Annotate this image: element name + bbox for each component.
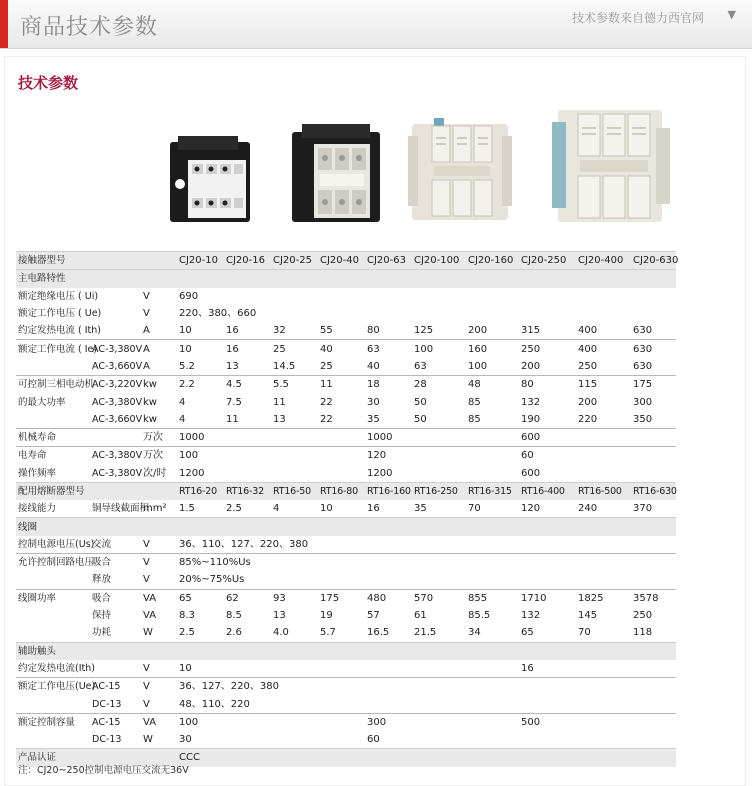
spec-row: [16, 695, 676, 713]
spec-value-cell: 61: [414, 610, 427, 622]
spec-value-cell: 2.5: [179, 627, 195, 639]
spec-row-label: [16, 571, 90, 589]
spec-row-condition: [90, 252, 141, 270]
spec-row-unit: V: [141, 678, 177, 696]
spec-row-label: 的最大功率: [18, 396, 66, 408]
spec-row-label: 电寿命: [16, 447, 90, 465]
spec-value-cell: 4: [179, 396, 186, 408]
spec-row: [16, 589, 676, 607]
spec-row-condition: 吸合: [90, 554, 141, 572]
spec-value-cell: 25: [271, 340, 318, 358]
spec-row-condition: 吸合: [90, 589, 141, 607]
spec-row-label: [16, 624, 90, 642]
spec-row: [16, 624, 676, 642]
spec-row-label: [16, 731, 90, 749]
spec-value-cell: 100: [412, 340, 466, 358]
spec-row: [16, 270, 676, 288]
spec-row-label: 操作频率: [18, 467, 57, 479]
spec-row-unit: V: [143, 698, 150, 710]
spec-value-cell: RT16-20: [177, 482, 224, 500]
spec-value-cell: 16.5: [367, 627, 390, 639]
spec-row: [16, 340, 676, 358]
spec-value-cell: 8.5: [226, 610, 242, 622]
spec-value-cell: 62: [224, 589, 271, 607]
spec-row: [16, 660, 676, 678]
spec-row-label: [16, 411, 90, 429]
model-header-cell: CJ20-250: [519, 252, 576, 270]
spec-value-cell: 200: [521, 360, 541, 372]
model-header-cell: CJ20-63: [365, 252, 412, 270]
spec-row-label: 额定工作电压 ( Ue): [18, 308, 102, 320]
model-header-cell: CJ20-400: [576, 252, 631, 270]
spec-row-condition: AC-3,380V: [90, 340, 141, 358]
spec-row: [16, 713, 676, 731]
spec-section-label: 线圈: [16, 518, 676, 536]
spec-value-cell: RT16-315: [466, 482, 519, 500]
spec-value-cell: 2.2: [177, 376, 224, 394]
spec-value-cell: 7.5: [226, 396, 242, 408]
spec-value-cell: 16: [226, 325, 239, 337]
spec-row-label: 配用熔断器型号: [16, 482, 90, 500]
spec-row-label: 接触器型号: [16, 252, 90, 270]
spec-value-cell: 28: [412, 376, 466, 394]
spec-row-label: 线圈功率: [16, 589, 90, 607]
spec-value-cell: 80: [519, 376, 576, 394]
spec-section-label: 辅助触头: [16, 642, 676, 660]
spec-value-cell: CCC: [177, 749, 676, 767]
spec-row-condition: [90, 428, 141, 446]
spec-value-cell: 200: [578, 396, 598, 408]
spec-value-cell: 70: [468, 503, 481, 515]
spec-row: [16, 642, 676, 660]
spec-row-label: 额定绝缘电压 ( Ui): [18, 290, 99, 302]
spec-value-cell: 10: [179, 662, 192, 674]
spec-value-cell: 48、110、220: [179, 698, 250, 710]
spec-value-cell: 1710: [519, 589, 576, 607]
spec-value-cell: 1.5: [179, 503, 195, 515]
spec-row-label: 机械寿命: [16, 428, 90, 446]
spec-value-cell: 10: [179, 325, 192, 337]
spec-value-cell: 190: [521, 413, 541, 425]
spec-value-cell: [365, 678, 676, 696]
spec-value-cell: 22: [320, 396, 333, 408]
spec-row-condition: 释放: [92, 574, 112, 586]
spec-value-cell: 11: [226, 413, 239, 425]
spec-row-label: [16, 607, 90, 624]
spec-row-unit: V: [143, 538, 150, 550]
spec-value-cell: 85.5: [468, 610, 491, 622]
spec-row-unit: A: [141, 340, 177, 358]
spec-value-cell: 13: [226, 360, 239, 372]
spec-value-cell: 100: [177, 447, 365, 465]
spec-row: [16, 554, 676, 572]
model-header-cell: CJ20-630: [631, 252, 676, 270]
spec-value-cell: 400: [578, 325, 598, 337]
spec-value-cell: 22: [320, 413, 333, 425]
spec-row: [16, 518, 676, 536]
spec-row: [16, 500, 676, 518]
spec-value-cell: 250: [633, 610, 653, 622]
spec-value-cell: 120: [365, 447, 519, 465]
spec-value-cell: 220: [578, 413, 598, 425]
spec-value-cell: 1000: [177, 428, 365, 446]
spec-row-condition: AC-3,380V: [92, 467, 143, 479]
spec-row: [16, 678, 676, 696]
spec-value-cell: 250: [578, 360, 598, 372]
spec-value-cell: 63: [365, 340, 412, 358]
spec-value-cell: 600: [519, 428, 676, 446]
product-image-cj20-xlarge: [552, 104, 674, 226]
spec-value-cell: 4.0: [273, 627, 289, 639]
spec-value-cell: 2.6: [226, 627, 242, 639]
spec-value-cell: [519, 731, 676, 749]
spec-row-condition: AC-3,660V: [92, 360, 143, 372]
spec-value-cell: [365, 571, 676, 589]
spec-row-condition: AC-3,380V: [90, 447, 141, 465]
spec-row-condition: AC-3,220V: [90, 376, 141, 394]
spec-value-cell: 1200: [367, 467, 393, 479]
spec-value-cell: 50: [414, 413, 427, 425]
spec-value-cell: 500: [519, 713, 676, 731]
spec-value-cell: RT16-32: [224, 482, 271, 500]
spec-value-cell: 315: [521, 325, 541, 337]
spec-value-cell: 10: [320, 503, 333, 515]
footnote: 注：CJ20~250控制电源电压交流无36V: [18, 765, 189, 776]
spec-row-label: [16, 695, 90, 713]
spec-value-cell: 400: [576, 340, 631, 358]
product-image-cj20-small: [168, 134, 254, 226]
spec-value-cell: 11: [318, 376, 365, 394]
spec-value-cell: 34: [468, 627, 481, 639]
spec-value-cell: 250: [519, 340, 576, 358]
spec-value-cell: 55: [320, 325, 333, 337]
spec-table: [16, 251, 679, 767]
spec-row-unit: [141, 482, 177, 500]
spec-row: [16, 393, 676, 410]
header-source-text: 技术参数来自德力西官网: [571, 11, 704, 25]
spec-value-cell: 145: [578, 610, 598, 622]
spec-value-cell: 600: [521, 467, 541, 479]
spec-value-cell: 3578: [631, 589, 676, 607]
spec-row-label: [16, 358, 90, 376]
spec-value-cell: 40: [367, 360, 380, 372]
spec-value-cell: 5.2: [179, 360, 195, 372]
spec-value-cell: 21.5: [414, 627, 437, 639]
spec-value-cell: RT16-500: [576, 482, 631, 500]
spec-value-cell: 30: [179, 734, 192, 746]
spec-value-cell: 690: [179, 290, 199, 302]
spec-value-cell: 65: [177, 589, 224, 607]
spec-row-unit: mm²: [143, 503, 167, 515]
spec-row-unit: A: [143, 360, 150, 372]
spec-row: [16, 288, 676, 305]
spec-row-condition: 保持: [92, 610, 112, 622]
model-header-cell: CJ20-10: [177, 252, 224, 270]
spec-row: [16, 571, 676, 589]
spec-row: [16, 465, 676, 483]
spec-row: [16, 411, 676, 429]
spec-value-cell: 480: [365, 589, 412, 607]
section-title: 技术参数: [18, 74, 79, 92]
spec-row-condition: 功耗: [92, 627, 112, 639]
spec-value-cell: 132: [521, 396, 541, 408]
spec-value-cell: 30: [367, 396, 380, 408]
spec-row: [16, 358, 676, 376]
spec-value-cell: 350: [633, 413, 653, 425]
spec-row-condition: DC-13: [92, 734, 122, 746]
spec-value-cell: [365, 554, 676, 572]
header-accent-bar: [0, 0, 8, 48]
spec-row: [16, 482, 676, 500]
spec-value-cell: 300: [365, 713, 519, 731]
spec-value-cell: 160: [466, 340, 519, 358]
spec-row-unit: A: [143, 325, 150, 337]
spec-row: [16, 536, 676, 554]
spec-value-cell: 11: [273, 396, 286, 408]
spec-row-unit: W: [143, 734, 153, 746]
spec-value-cell: 5.7: [320, 627, 336, 639]
spec-value-cell: 48: [466, 376, 519, 394]
spec-value-cell: 16: [224, 340, 271, 358]
spec-value-cell: 4: [179, 413, 186, 425]
spec-value-cell: RT16-160: [365, 482, 412, 500]
header-title: 商品技术参数: [20, 15, 159, 40]
model-header-cell: CJ20-25: [271, 252, 318, 270]
spec-value-cell: 370: [633, 503, 653, 515]
spec-row-condition: AC-15: [90, 678, 141, 696]
spec-row-unit: VA: [141, 713, 177, 731]
spec-row-condition: AC-3,380V: [92, 396, 143, 408]
spec-value-cell: 16: [367, 503, 380, 515]
spec-row: [16, 252, 676, 270]
spec-row-label: 额定工作电流 ( Ie): [16, 340, 90, 358]
spec-value-cell: 50: [414, 396, 427, 408]
spec-value-cell: 4.5: [224, 376, 271, 394]
spec-value-cell: 13: [273, 413, 286, 425]
spec-row-label: 控制电源电压(Us): [18, 538, 95, 550]
spec-value-cell: 13: [273, 610, 286, 622]
spec-value-cell: 200: [468, 325, 488, 337]
spec-row-unit: 次/时: [143, 467, 167, 479]
spec-value-cell: 93: [271, 589, 318, 607]
spec-row-label: 约定发热电流 ( Ith): [18, 325, 101, 337]
spec-row-unit: 万次: [141, 447, 177, 465]
spec-value-cell: 630: [633, 360, 653, 372]
spec-row-label: 额定控制容量: [16, 713, 90, 731]
spec-value-cell: 570: [412, 589, 466, 607]
spec-value-cell: 35: [414, 503, 427, 515]
spec-row-unit: kw: [141, 376, 177, 394]
spec-value-cell: 132: [521, 610, 541, 622]
spec-row-unit: V: [143, 290, 150, 302]
spec-value-cell: 20%~75%Us: [179, 574, 245, 586]
spec-row-condition: 交流: [92, 538, 112, 550]
spec-row-unit: W: [143, 627, 153, 639]
spec-row-condition: [90, 660, 141, 678]
spec-value-cell: 85: [468, 413, 481, 425]
spec-value-cell: 175: [318, 589, 365, 607]
spec-row-unit: [141, 252, 177, 270]
spec-row-unit: 万次: [141, 428, 177, 446]
product-image-cj20-medium: [290, 122, 386, 226]
spec-row-condition: DC-13: [92, 698, 122, 710]
spec-row-unit: V: [143, 662, 150, 674]
spec-value-cell: 5.5: [271, 376, 318, 394]
spec-row: [16, 322, 676, 340]
spec-row-condition: AC-3,660V: [92, 413, 143, 425]
spec-value-cell: 8.3: [179, 610, 195, 622]
spec-value-cell: 1000: [365, 428, 519, 446]
spec-value-cell: 18: [365, 376, 412, 394]
spec-row-unit: VA: [141, 589, 177, 607]
spec-value-cell: 118: [633, 627, 653, 639]
spec-value-cell: 25: [320, 360, 333, 372]
model-header-cell: CJ20-160: [466, 252, 519, 270]
spec-row-unit: kw: [143, 396, 157, 408]
spec-row-label: 约定发热电流(Ith): [18, 662, 95, 674]
spec-value-cell: 80: [367, 325, 380, 337]
spec-value-cell: 630: [633, 325, 653, 337]
spec-value-cell: 32: [273, 325, 286, 337]
spec-value-cell: RT16-630: [631, 482, 676, 500]
spec-value-cell: RT16-50: [271, 482, 318, 500]
spec-value-cell: 220、380、660: [179, 308, 257, 320]
collapse-arrow-icon[interactable]: ▼: [727, 8, 736, 21]
spec-section-label: 主电路特性: [16, 270, 676, 288]
spec-value-cell: 300: [633, 396, 653, 408]
page-header: [0, 0, 752, 49]
spec-value-cell: [365, 536, 676, 554]
model-header-cell: CJ20-16: [224, 252, 271, 270]
spec-value-cell: 36、127、220、380: [177, 678, 365, 696]
spec-value-cell: 85: [468, 396, 481, 408]
spec-row-label: 允许控制回路电压: [16, 554, 90, 572]
spec-value-cell: 60: [519, 447, 676, 465]
spec-row-condition: [90, 482, 141, 500]
spec-value-cell: 1825: [576, 589, 631, 607]
spec-value-cell: RT16-80: [318, 482, 365, 500]
spec-value-cell: RT16-400: [519, 482, 576, 500]
spec-value-cell: 115: [576, 376, 631, 394]
spec-value-cell: 175: [631, 376, 676, 394]
spec-value-cell: 855: [466, 589, 519, 607]
spec-value-cell: [365, 305, 676, 322]
spec-value-cell: [224, 288, 676, 305]
spec-value-cell: 65: [521, 627, 534, 639]
spec-value-cell: 14.5: [273, 360, 296, 372]
spec-row-unit: V: [143, 574, 150, 586]
spec-row: [16, 607, 676, 624]
spec-value-cell: [365, 695, 676, 713]
spec-row: [16, 376, 676, 394]
spec-value-cell: 100: [177, 713, 365, 731]
spec-value-cell: 16: [521, 662, 534, 674]
spec-row-label: 额定工作电压(Ue): [16, 678, 90, 696]
spec-value-cell: 10: [177, 340, 224, 358]
spec-value-cell: 19: [320, 610, 333, 622]
model-header-cell: CJ20-100: [412, 252, 466, 270]
spec-value-cell: 630: [631, 340, 676, 358]
spec-value-cell: 85%~110%Us: [177, 554, 365, 572]
spec-value-cell: 36、110、127、220、380: [179, 538, 309, 550]
spec-value-cell: 240: [578, 503, 598, 515]
spec-value-cell: 40: [318, 340, 365, 358]
spec-value-cell: RT16-250: [412, 482, 466, 500]
spec-row: [16, 731, 676, 749]
spec-row-unit: V: [143, 308, 150, 320]
spec-value-cell: 63: [414, 360, 427, 372]
spec-row: [16, 447, 676, 465]
spec-row-unit: kw: [143, 413, 157, 425]
spec-value-cell: 60: [367, 734, 380, 746]
spec-row-condition: 铜导线截面积: [92, 503, 150, 515]
spec-row-unit: VA: [143, 610, 157, 622]
spec-value-cell: 4: [273, 503, 280, 515]
spec-value-cell: 57: [367, 610, 380, 622]
model-header-cell: CJ20-40: [318, 252, 365, 270]
spec-value-cell: 1200: [179, 467, 205, 479]
spec-row-unit: V: [141, 554, 177, 572]
product-image-cj20-large: [408, 116, 512, 222]
spec-row-condition: AC-15: [90, 713, 141, 731]
spec-value-cell: 70: [578, 627, 591, 639]
spec-value-cell: 2.5: [226, 503, 242, 515]
spec-value-cell: 125: [414, 325, 434, 337]
spec-row: [16, 305, 676, 322]
spec-row-label: 产品认证: [16, 749, 90, 767]
spec-row: [16, 428, 676, 446]
spec-row-label: 接线能力: [18, 503, 57, 515]
spec-value-cell: 100: [468, 360, 488, 372]
spec-row-label: 可控制三相电动机: [16, 376, 90, 394]
spec-value-cell: 120: [521, 503, 541, 515]
spec-value-cell: 35: [367, 413, 380, 425]
